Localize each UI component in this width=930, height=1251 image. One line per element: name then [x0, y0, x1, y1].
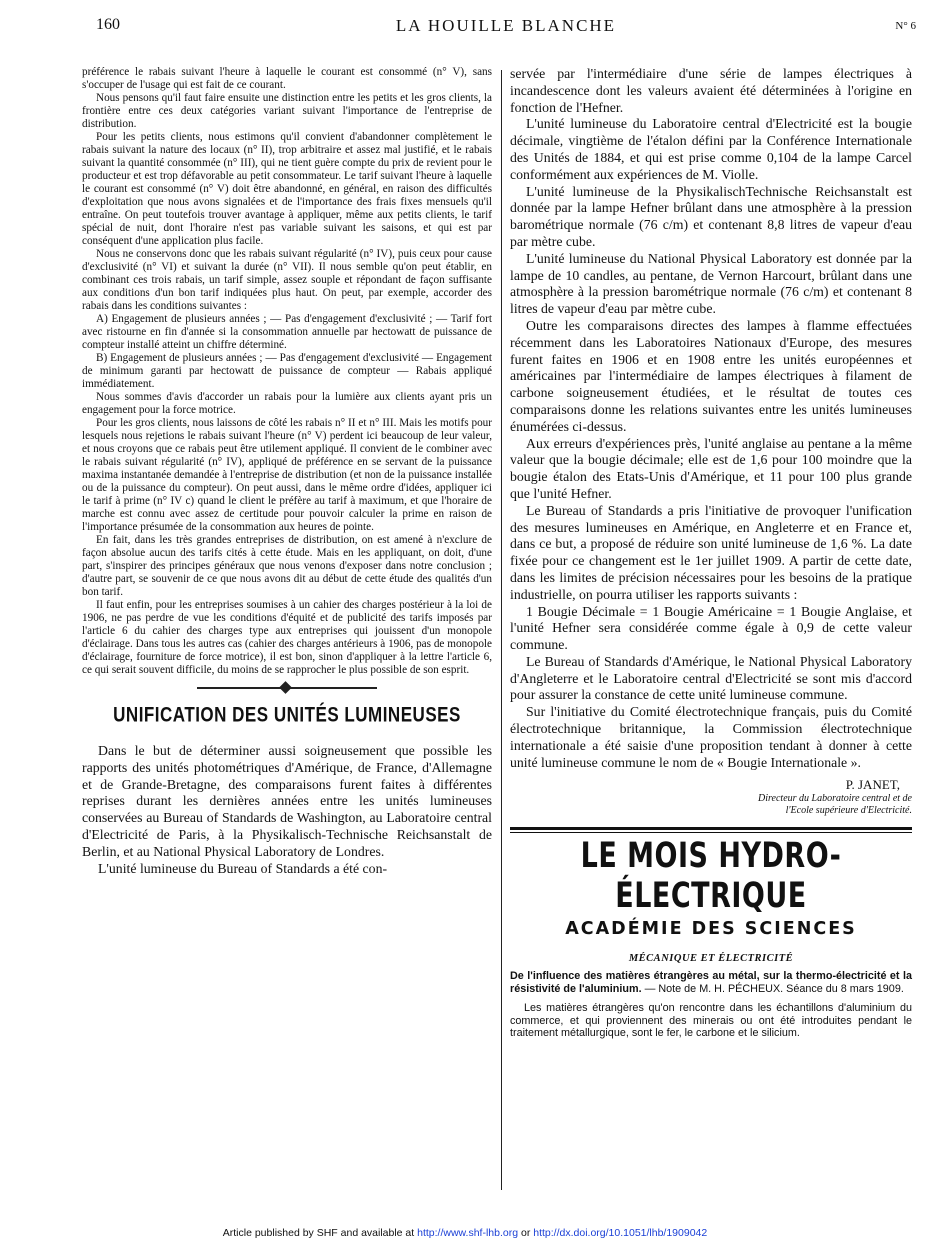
subsection-heading: MÉCANIQUE ET ÉLECTRICITÉ [628, 953, 794, 965]
footer-middle: or [518, 1227, 534, 1239]
footer-prefix: Article published by SHF and available at [222, 1227, 418, 1239]
paragraph: L'unité lumineuse de la PhysikalischTechnische Reichsanstalt est donnée par la lampe Hefner brûlant dans une atmosphère à la pression barométrique normale (76 c/m) et contenant 8,8 litres de vapeur d'eau par mètre cube. [510, 183, 912, 249]
paragraph: B) Engagement de plusieurs années ; — Pas d'engagement d'exclusivité — Engagement de minimum garanti par hectowatt de puissance de compteur — Rabais appliqué immédiatement. [82, 352, 492, 390]
footer-link-doi[interactable]: http://dx.doi.org/10.1051/lhb/1909042 [533, 1227, 708, 1239]
paragraph: Sur l'initiative du Comité électrotechnique français, puis du Comité électrotechnique britannique, la Commission électrotechnique internationale a été saisie d'une proposition tendant à donner à cette unité lumineuse commune le nom de « Bougie Internationale ». [510, 704, 912, 770]
paragraph: Outre les comparaisons directes des lampes à flamme effectuées récemment dans les Laboratoires Nationaux d'Europe, des mesures furent faites en 1906 et en 1908 entre les unités européennes et américaines par l'intermédiaire de lampes électriques à filament de carbone soigneusement étudiées, et le résultat de toutes ces comparaisons donne les relations suivantes entre les unités lumineuses énumérées ci-dessus. [510, 317, 912, 434]
column-divider [501, 70, 502, 1190]
paragraph: Nous pensons qu'il faut faire ensuite une distinction entre les petits et les gros clients, la frontière entre ces deux catégories variant suivant l'importance de l'entreprise de distribution. [82, 92, 492, 130]
section-ornament [197, 683, 377, 693]
paragraph: Nous ne conservons donc que les rabais suivant régularité (n° IV), puis ceux pour cause d'exclusivité (n° VI) et suivant la durée (n° VII). Il nous semble qu'on peut établir, en combinant ces trois rabais, un tarif simple, assez souple et répondant de façon suffisante aux conditions d'un bon tarif indiquées plus haut. On peut, par exemple, accorder des rabais dans les conditions suivantes : [82, 248, 492, 312]
paragraph: Le Bureau of Standards d'Amérique, le National Physical Laboratory d'Angleterre et le Laboratoire central d'Electricité se sont mis d'accord pour assurer la constance de cette unité lumineuse commune. [510, 653, 912, 703]
author-title-line-2: l'Ecole supérieure d'Electricité. [785, 805, 912, 817]
author-signature: P. JANET, [845, 777, 900, 793]
paragraph: Aux erreurs d'expériences près, l'unité anglaise au pentane a la même valeur que la bougie décimale; elle est de 1,6 pour 100 moindre que la bougie étalon des Etats-Unis d'Amérique, et 11 pour 100 plus grande que l'unité Hefner. [510, 435, 912, 501]
paragraph: L'unité lumineuse du Laboratoire central d'Electricité est la bougie décimale, vingtième de l'étalon défini par la Conférence Internationale des Unités de 1884, et qui est prise comme 0,104 de la lampe Carcel conformément aux expériences de M. Violle. [510, 116, 912, 182]
academy-heading: ACADÉMIE DES SCIENCES [565, 919, 857, 940]
issue-number: N° 6 [895, 20, 916, 32]
masthead-top-rule-thin [510, 832, 912, 833]
paragraph: Le Bureau of Standards a pris l'initiative de provoquer l'unification des mesures lumineuses en Amérique, en Angleterre et en France et, dans ce but, a proposé de réduire son unité lumineuse de 1,6 %. La date fixée pour ce changement est le 1er juillet 1909. A partir de cette date, dans les limites de précision nécessaires pour les besoins de la pratique industrielle, on pourra utiliser les rapports suivants : [510, 502, 912, 602]
paragraph: L'unité lumineuse du Bureau of Standards a été con- [98, 860, 388, 876]
journal-title: LA HOUILLE BLANCHE [395, 16, 617, 35]
masthead-top-rule [510, 827, 912, 830]
unification-article-continued [510, 66, 912, 771]
paragraph: En fait, dans les très grandes entreprises de distribution, on est amené à n'exclure de façon absolue aucun des tarifs cités à cette étude. Mais en les appliquant, on doit, d'une part, s'inspirer des principes généraux que nous venons d'exposer dans notre conclusion ; d'autre part, se souvenir de ce que nous avons dit au début de cette étude des qualités d'un bon tarif. [82, 534, 492, 598]
paragraph: Les matières étrangères qu'on rencontre dans les échantillons d'aluminium du commerce, et qui proviennent des minerais ou ont été introduites pendant le traitement métallurgique, sont le fer, le carbone et le silicium. [510, 1002, 912, 1040]
paragraph: Pour les petits clients, nous estimons qu'il convient d'abandonner complètement le rabais suivant la nature des locaux (n° II), trop arbitraire et assez mal justifié, et le rabais suivant la quantité consommée (n° III), qui ne tient guère compte du prix de revient pour le producteur et est trop défavorable au petit consommateur. Le tarif suivant l'heure à laquelle le courant est consommé (n° V) doit être abandonné, en général, en raison des difficultés d'exploitation que nous avons signalées et de l'importance des frais fixes mensuels qu'il entraîne. On peut toutefois trouver avantage à appliquer, même aux petits clients, le tarif spécial de nuit, dont l'horaire n'est pas variable suivant les saisons, et qui est par conséquent d'une application plus facile. [82, 131, 492, 247]
note-body [510, 1002, 912, 1040]
paragraph: L'unité lumineuse du National Physical Laboratory est donnée par la lampe de 10 candles, au pentane, de Vernon Harcourt, brûlant dans une atmosphère à la pression barométrique normale (76 c/m) et contenant 8 litres de vapeur d'eau par mètre cube. [510, 250, 912, 317]
running-header [96, 16, 916, 38]
note-title: De l'influence des matières étrangères au métal, sur la thermo-électricité et la résistivité de l'aluminium. [510, 970, 912, 996]
paragraph: Pour les gros clients, nous laissons de côté les rabais n° II et n° III. Mais les motifs pour lesquels nous rejetions le rabais suivant l'heure (n° V) perdent ici beaucoup de leur valeur, et nous croyons que ce rabais peut être utilement appliqué. Il convient de le combiner avec le rabais suivant régularité (n° IV), appliqué de préférence en se servant de la puissance maxima instantanée demandée à l'entreprise de distribution (et non de la puissance installée ou de la puissance du compteur). On peut aussi, dans le même ordre d'idées, appliquer ici le tarif à prime (n° IV c) quand le client le préfère au tarif à maximum, et que l'horaire de marche est connu avec assez de certitude pour pouvoir calculer la prime en raison de l'importance présumée de la consommation aux heures de pointe. [82, 417, 492, 533]
section-masthead: LE MOIS HYDRO-ÉLECTRIQUE [580, 836, 842, 917]
left-column [82, 66, 492, 877]
paragraph: A) Engagement de plusieurs années ; — Pas d'engagement d'exclusivité ; — Tarif fort avec ristourne en fin d'année si la consommation annuelle par hectowatt de puissance de compteur installé atteint un chiffre déterminé. [82, 313, 492, 351]
unification-article [82, 743, 492, 877]
footer-link-shf[interactable]: http://www.shf-lhb.org [417, 1227, 519, 1239]
right-column [510, 66, 912, 1040]
section-title: UNIFICATION DES UNITÉS LUMINEUSES [113, 702, 461, 727]
paragraph: Dans le but de déterminer aussi soigneusement que possible les rapports des unités photométriques d'Amérique, de France, d'Allemagne et de Grande-Bretagne, des comparaisons furent faites à différentes reprises durant les dernières années entre les unités lumineuses conservées au Bureau of Standards de Washington, au Laboratoire central d'Electricité de Paris, à la Physikalisch-Technische Reichsanstalt de Berlin, et au National Physical Laboratory de Londres. [82, 743, 492, 859]
note-reference: — Note de M. H. PÉCHEUX. Séance du 8 mars 1909. [641, 983, 904, 996]
author-title-line-1: Directeur du Laboratoire central et de [758, 793, 912, 805]
page-number: 160 [96, 16, 120, 33]
paragraph: Il faut enfin, pour les entreprises soumises à un cahier des charges postérieur à la loi de 1906, ne pas perdre de vue les conditions d'équité et de publicité des tarifs imposés par l'article 6 du cahier des charges type aux entreprises qui jouissent d'un monopole d'éclairage. Dans tous les autres cas (cahier des charges antérieurs à 1906, pas de monopole d'éclairage, fourniture de force motrice), il est bon, sinon d'appliquer à la lettre l'article 6, ce qui serait souvent difficile, du moins de se rapprocher le plus possible de son esprit. [82, 599, 492, 676]
publication-footer [0, 1227, 930, 1239]
paragraph: préférence le rabais suivant l'heure à laquelle le courant est consommé (n° V), sans s'occuper de l'usage qui est fait de ce courant. [82, 66, 492, 91]
paragraph: 1 Bougie Décimale = 1 Bougie Américaine = 1 Bougie Anglaise, et l'unité Hefner sera considérée comme égale à 0,9 de cette valeur commune. [510, 603, 912, 653]
paragraph: servée par l'intermédiaire d'une série de lampes électriques à incandescence dont les valeurs avaient été déterminées à l'origine en fonction de l'Hefner. [510, 66, 912, 115]
note-heading [510, 970, 912, 996]
tariff-article-continuation [82, 66, 492, 677]
paragraph: Nous sommes d'avis d'accorder un rabais pour la lumière aux clients ayant pris un engagement pour la force motrice. [82, 391, 492, 416]
